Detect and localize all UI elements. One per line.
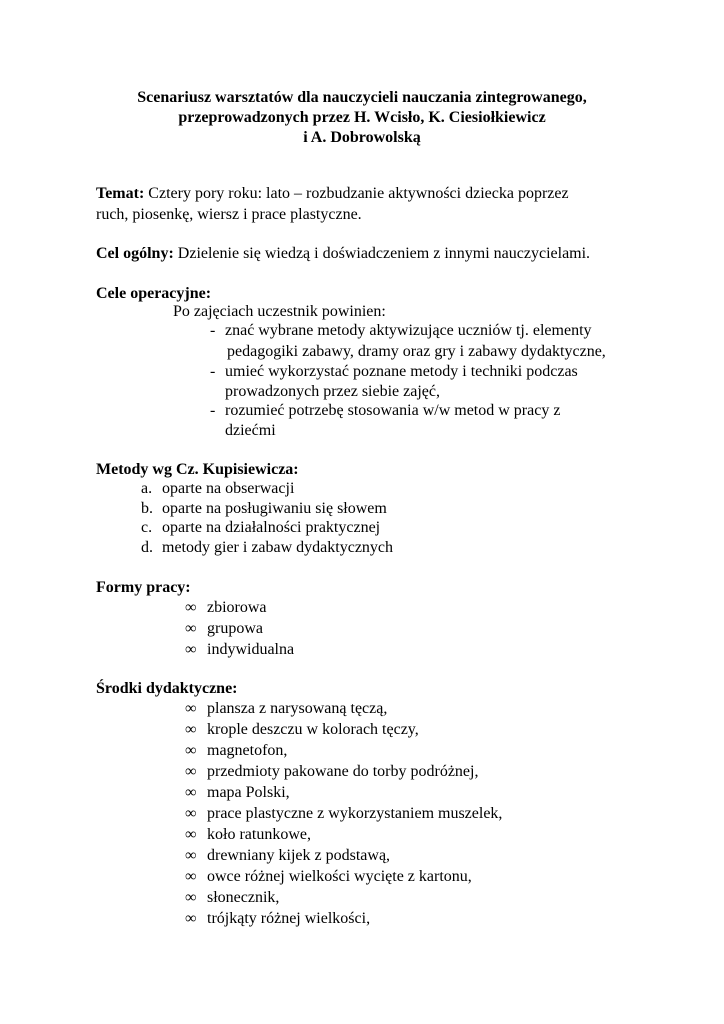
temat-text: Cztery pory roku: lato – rozbudzanie aktywności dziecka poprzez (144, 185, 569, 202)
infinity-bullet: ∞ (185, 641, 197, 658)
infinity-bullet: ∞ (185, 826, 197, 843)
list-item (185, 783, 290, 803)
document-title-line-2: przeprowadzonych przez H. Wcisło, K. Ciesiołkiewicz (178, 109, 546, 126)
metody-heading: Metody wg Cz. Kupisiewicza: (96, 461, 299, 478)
list-item-text: oparte na działalności praktycznej (162, 519, 381, 536)
infinity-bullet: ∞ (185, 700, 197, 717)
cel-ogolny (96, 244, 590, 264)
cele-operacyjne-heading: Cele operacyjne: (96, 285, 212, 302)
list-item-continuation: pedagogiki zabawy, dramy oraz gry i zabawy dydaktyczne, (227, 343, 606, 360)
list-item (141, 538, 393, 558)
list-item (185, 619, 263, 639)
infinity-bullet: ∞ (185, 784, 197, 801)
list-marker: b. (141, 500, 153, 517)
srodki-heading: Środki dydaktyczne: (96, 680, 238, 697)
list-item-text: znać wybrane metody aktywizujące uczniów tj. elementy (225, 322, 592, 339)
list-item (185, 741, 287, 761)
infinity-bullet: ∞ (185, 721, 197, 738)
dash-bullet: - (210, 363, 216, 380)
list-item (141, 518, 380, 538)
list-item-text: indywidualna (207, 641, 295, 658)
list-item-text: oparte na posługiwaniu się słowem (162, 500, 387, 517)
list-item-text: umieć wykorzystać poznane metody i techniki podczas (225, 363, 578, 380)
list-item-text: magnetofon, (207, 742, 288, 759)
list-item (185, 640, 294, 660)
cel-ogolny-text: Dzielenie się wiedzą i doświadczeniem z innymi nauczycielami. (173, 245, 591, 262)
list-marker: c. (141, 519, 153, 536)
list-item (185, 598, 267, 618)
list-item (141, 479, 294, 499)
infinity-bullet: ∞ (185, 742, 197, 759)
list-item (185, 867, 472, 887)
list-item-text: plansza z narysowaną tęczą, (207, 700, 388, 717)
cele-operacyjne-intro: Po zajęciach uczestnik powinien: (173, 303, 386, 320)
list-item-text: grupowa (207, 620, 263, 637)
list-item (185, 888, 279, 908)
list-item-text: zbiorowa (207, 599, 267, 616)
document-title-line-1: Scenariusz warsztatów dla nauczycieli nauczania zintegrowanego, (137, 89, 587, 106)
list-item (185, 846, 390, 866)
list-item (185, 909, 370, 929)
list-item-text: metody gier i zabaw dydaktycznych (162, 539, 394, 556)
list-item-text: oparte na obserwacji (162, 480, 295, 497)
list-item-text: słonecznik, (207, 889, 280, 906)
dash-bullet: - (210, 322, 216, 339)
list-item-text: drewniany kijek z podstawą, (207, 847, 391, 864)
temat-line-1 (96, 184, 569, 204)
list-item (185, 762, 478, 782)
infinity-bullet: ∞ (185, 599, 197, 616)
infinity-bullet: ∞ (185, 847, 197, 864)
cel-ogolny-label: Cel ogólny: (96, 245, 174, 262)
infinity-bullet: ∞ (185, 763, 197, 780)
list-item-text: koło ratunkowe, (207, 826, 311, 843)
list-item-text: przedmioty pakowane do torby podróżnej, (207, 763, 479, 780)
list-item-text: trójkąty różnej wielkości, (207, 910, 371, 927)
list-item-text: owce różnej wielkości wycięte z kartonu, (207, 868, 472, 885)
formy-heading: Formy pracy: (96, 579, 191, 596)
list-item (185, 804, 502, 824)
list-item-text: prace plastyczne z wykorzystaniem muszelek, (207, 805, 503, 822)
list-item (185, 720, 419, 740)
temat-label: Temat: (96, 185, 145, 202)
infinity-bullet: ∞ (185, 620, 197, 637)
list-marker: d. (141, 539, 153, 556)
list-item (185, 699, 387, 719)
list-item-text: mapa Polski, (207, 784, 290, 801)
list-item (185, 825, 311, 845)
infinity-bullet: ∞ (185, 805, 197, 822)
list-marker: a. (141, 480, 153, 497)
list-item-text: krople deszczu w kolorach tęczy, (207, 721, 419, 738)
list-item-text: rozumieć potrzebę stosowania w/w metod w pracy z (225, 402, 561, 419)
list-item (141, 499, 387, 519)
temat-line-2: ruch, piosenkę, wiersz i prace plastyczne. (96, 206, 362, 223)
document-title-line-3: i A. Dobrowolską (303, 129, 421, 146)
infinity-bullet: ∞ (185, 889, 197, 906)
list-item (210, 362, 578, 382)
infinity-bullet: ∞ (185, 910, 197, 927)
list-item-continuation: prowadzonych przez siebie zajęć, (225, 383, 440, 400)
list-item-continuation: dziećmi (225, 422, 276, 439)
infinity-bullet: ∞ (185, 868, 197, 885)
list-item (210, 401, 560, 421)
list-item (210, 321, 592, 341)
dash-bullet: - (210, 402, 216, 419)
